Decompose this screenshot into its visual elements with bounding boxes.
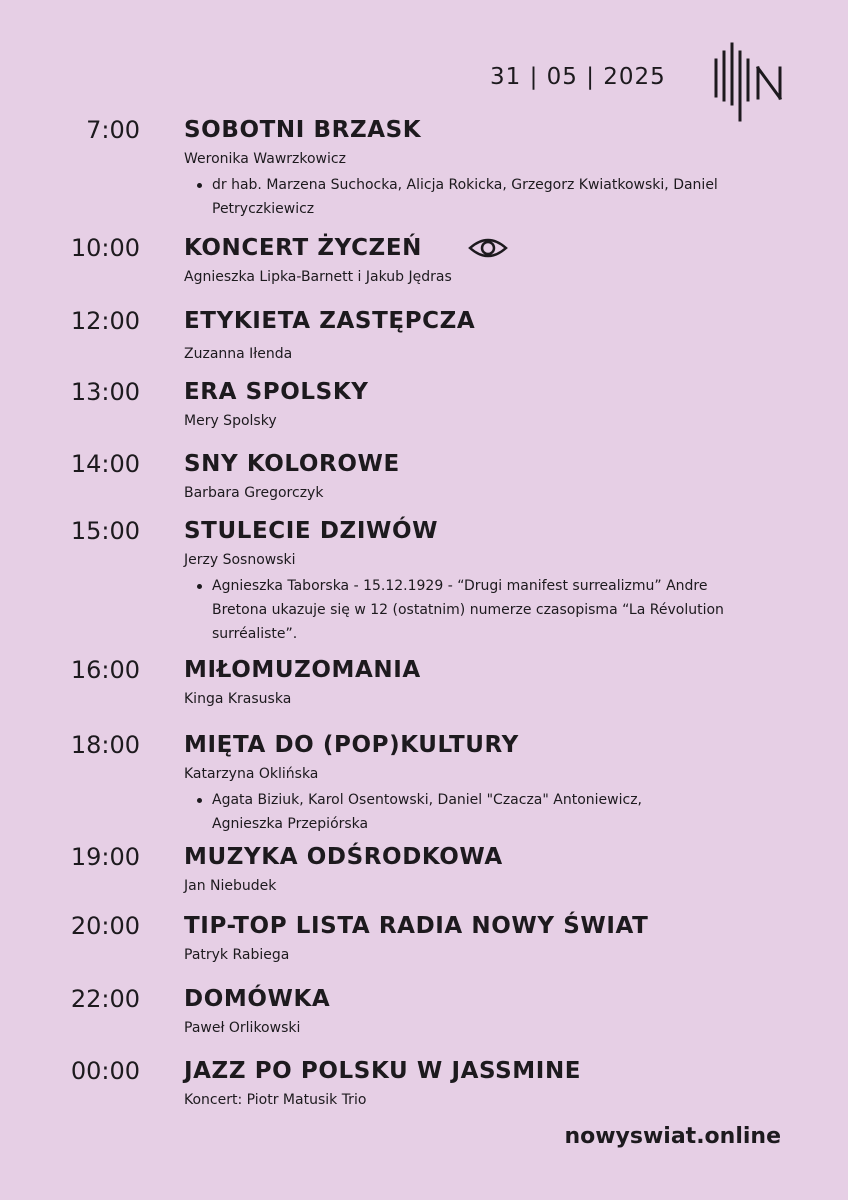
- entry-guests: Agnieszka Taborska - 15.12.1929 - “Drugi manifest surrealizmu” Andre Bretona ukazuje się w 12 (ostatnim) numerze czasopisma “La Révolution surréaliste”.: [212, 574, 732, 646]
- entry-time: 18:00: [70, 731, 140, 759]
- entry-title: MIĘTA DO (POP)KULTURY: [184, 732, 519, 758]
- entry-host: Weronika Wawrzkowicz: [184, 151, 346, 167]
- entry-host: Koncert: Piotr Matusik Trio: [184, 1092, 367, 1108]
- entry-time: 12:00: [70, 307, 140, 335]
- eye-icon: [468, 235, 508, 261]
- entry-host: Patryk Rabiega: [184, 947, 290, 963]
- entry-title: SOBOTNI BRZASK: [184, 117, 422, 143]
- entry-time: 22:00: [70, 985, 140, 1013]
- entry-title: KONCERT ŻYCZEŃ: [184, 235, 422, 261]
- entry-host: Mery Spolsky: [184, 413, 277, 429]
- broadcast-date: 31 | 05 | 2025: [490, 64, 666, 90]
- entry-host: Jan Niebudek: [184, 878, 277, 894]
- entry-guests: Agata Biziuk, Karol Osentowski, Daniel "Czacza" Antoniewicz, Agnieszka Przepiórska: [212, 788, 712, 836]
- entry-time: 7:00: [86, 116, 140, 144]
- entry-title: DOMÓWKA: [184, 986, 331, 1012]
- entry-title: MIŁOMUZOMANIA: [184, 657, 421, 683]
- entry-time: 16:00: [70, 656, 140, 684]
- nowy-swiat-logo: [712, 42, 788, 122]
- entry-host: Agnieszka Lipka-Barnett i Jakub Jędras: [184, 269, 452, 285]
- entry-time: 20:00: [70, 912, 140, 940]
- entry-title: SNY KOLOROWE: [184, 451, 400, 477]
- entry-title: ETYKIETA ZASTĘPCZA: [184, 308, 476, 334]
- entry-host: Zuzanna Iłenda: [184, 346, 293, 362]
- entry-title: TIP-TOP LISTA RADIA NOWY ŚWIAT: [184, 913, 649, 939]
- entry-time: 00:00: [70, 1057, 140, 1085]
- entry-guests: dr hab. Marzena Suchocka, Alicja Rokicka, Grzegorz Kwiatkowski, Daniel Petryczkiewicz: [212, 173, 802, 221]
- website-address: nowyswiat.online: [564, 1124, 781, 1149]
- entry-title: ERA SPOLSKY: [184, 379, 369, 405]
- entry-time: 19:00: [70, 843, 140, 871]
- entry-time: 13:00: [70, 378, 140, 406]
- entry-title: JAZZ PO POLSKU W JASSMINE: [184, 1058, 582, 1084]
- entry-time: 15:00: [70, 517, 140, 545]
- entry-time: 10:00: [70, 234, 140, 262]
- entry-host: Paweł Orlikowski: [184, 1020, 301, 1036]
- entry-host: Barbara Gregorczyk: [184, 485, 324, 501]
- entry-host: Katarzyna Oklińska: [184, 766, 319, 782]
- entry-title: STULECIE DZIWÓW: [184, 518, 439, 544]
- entry-time: 14:00: [70, 450, 140, 478]
- entry-title: MUZYKA ODŚRODKOWA: [184, 844, 503, 870]
- entry-host: Kinga Krasuska: [184, 691, 292, 707]
- entry-host: Jerzy Sosnowski: [184, 552, 296, 568]
